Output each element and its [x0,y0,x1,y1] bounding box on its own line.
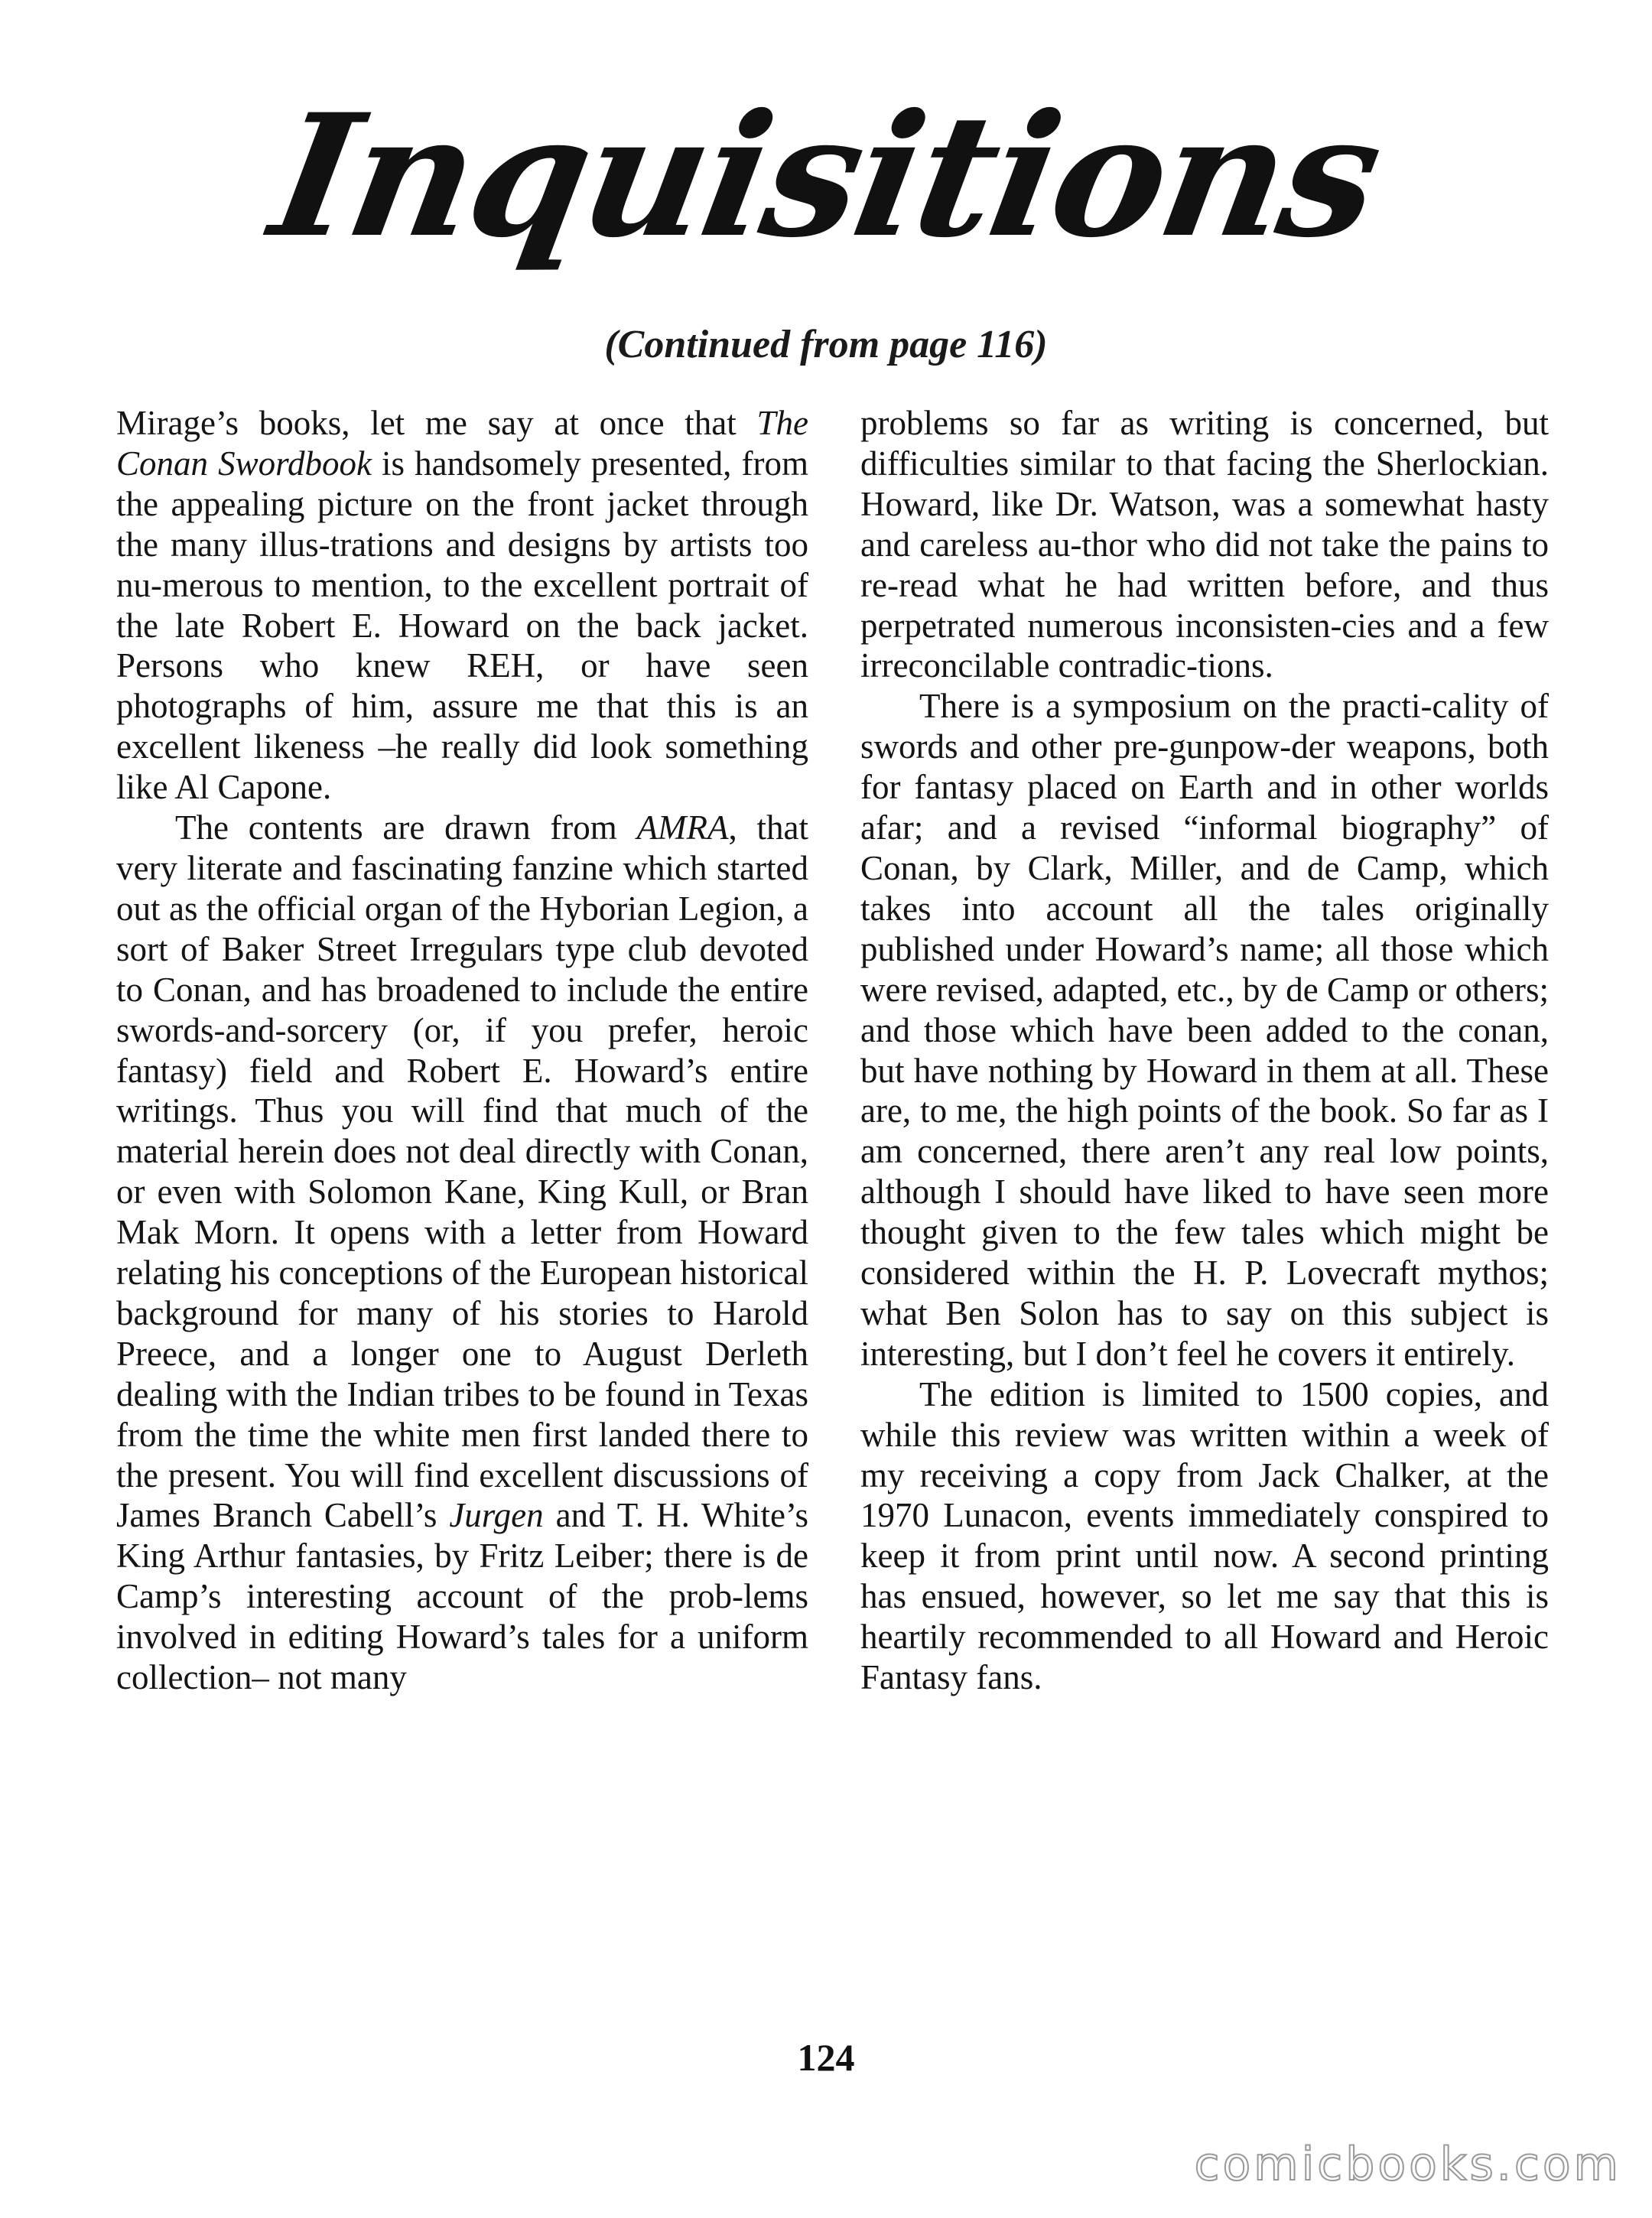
fanzine-title: AMRA [636,808,729,847]
paragraph: The edition is limited to 1500 copies, and while this review was written within a week of my receiving a copy from Jack Chalker, at the 1970 Lunacon, events immediately conspired to keep it from print until now. A second printing has ensued, however, so let me say that this is heartily recommended to all Howard and Heroic Fantasy fans. [860,1374,1549,1697]
paragraph: There is a symposium on the practi-cality of swords and other pre-gunpow-der weapons, both for fantasy placed on Earth and in other worlds afar; and a revised “informal biography” of Conan, by Clark, Miller, and de Camp, which takes into account all the tales originally published under Howard’s name; all those which were revised, adapted, etc., by de Camp or others; and those which have been added to the conan, but have nothing by Howard in them at all. These are, to me, the high points of the book. So far as I am concerned, there aren’t any real low points, although I should have liked to have seen more thought given to the few tales which might be considered within the H. P. Lovecraft mythos; what Ben Solon has to say on this subject is interesting, but I don’t feel he covers it entirely. [860,687,1549,1373]
article-column-left [116,403,808,1698]
text-run: Mirage’s books, let me say at once that [116,404,757,442]
article-column-right [860,403,1549,1698]
paragraph: problems so far as writing is concerned, but difficulties similar to that facing the Sherlockian. Howard, like Dr. Watson, was a somewhat hasty and careless au-thor who did not take the pains to re-read what he had written before, and thus perpetrated numerous inconsisten-cies and a few irreconcilable contradic-tions. [860,404,1549,685]
page-number: 124 [797,2036,855,2079]
continued-note: (Continued from page 116) [604,323,1048,366]
text-run: and T. H. White’s King Arthur fantasies, by Fritz Leiber; there is de Camp’s interesting account of the prob-lems involved in editing Howard’s tales for a uniform collection– not many [116,1496,808,1697]
book-title: The Conan Swordbook [116,404,808,483]
text-run: The contents are drawn from [175,808,637,847]
text-run: is handsomely presented, from the appealing picture on the front jacket through the many illus-trations and designs by artists too nu-merous to mention, to the excellent portrait of the late Robert E. Howard on the back jacket. Persons who knew REH, or have seen photographs of him, assure me that this is an excellent likeness –he really did look something like Al Capone. [116,444,808,807]
text-run: , that very literate and fascinating fanzine which started out as the official organ of the Hyborian Legion, a sort of Baker Street Irregulars type club devoted to Conan, and has broadened to include the entire swords-and-sorcery (or, if you prefer, heroic fantasy) field and Robert E. Howard’s entire writings. Thus you will find that much of the material herein does not deal directly with Conan, or even with Solomon Kane, King Kull, or Bran Mak Morn. It opens with a letter from Howard relating his conceptions of the European historical background for many of his stories to Harold Preece, and a longer one to August Derleth dealing with the Indian tribes to be found in Texas from the time the white men first landed there to the present. You will find excellent discussions of James Branch Cabell’s [116,808,808,1535]
page-title: Inquisitions [259,76,1393,275]
paragraph [116,808,808,1698]
watermark: comicbooks.com [1194,2138,1621,2191]
paragraph [116,403,808,808]
book-title: Jurgen [449,1496,544,1535]
